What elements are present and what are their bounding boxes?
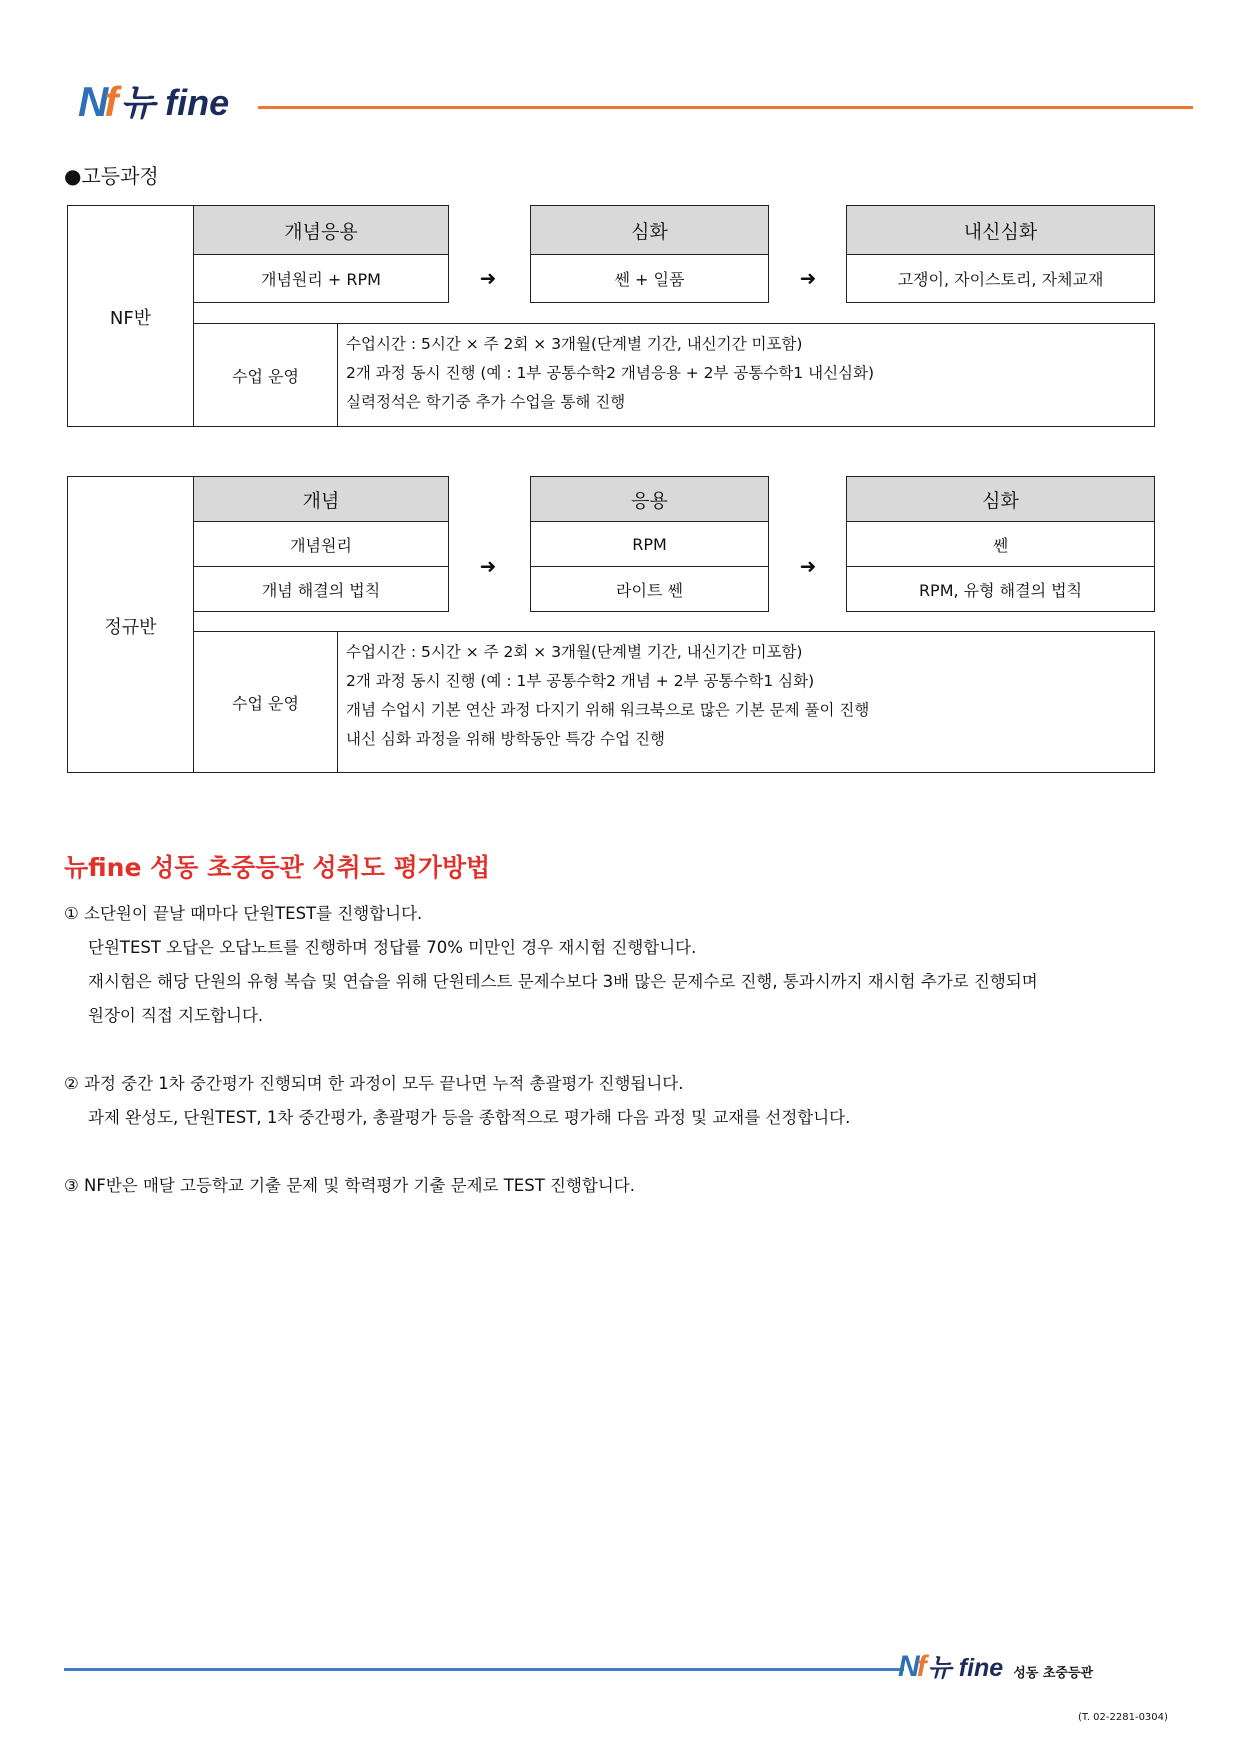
evaluation-item-1-line-4: 원장이 직접 지도합니다. [88,1006,264,1025]
nf-step-3-title: 내신심화 [846,205,1155,255]
nf-operation-line: 실력정석은 학기중 추가 수업을 통해 진행 [346,393,626,411]
header-logo [78,74,229,126]
regular-operation-details [337,631,1155,773]
nf-operation-details [337,323,1155,427]
nf-step-2-row-1: 쎈 + 일품 [530,254,769,303]
regular-operation-line: 내신 심화 과정을 위해 방학동안 특강 수업 진행 [346,730,665,748]
nf-operation-label: 수업 운영 [193,323,338,427]
regular-operation-label: 수업 운영 [193,631,338,773]
evaluation-item-1-line-2: 단원TEST 오답은 오답노트를 진행하며 정답률 70% 미만인 경우 재시험 진행합니다. [88,938,697,957]
evaluation-title: 뉴fine 성동 초중등관 성취도 평가방법 [64,853,491,882]
footer-branch: 성동 초중등관 [1013,1666,1094,1681]
evaluation-item-1-line-3: 재시험은 해당 단원의 유형 복습 및 연습을 위해 단원테스트 문제수보다 3배 많은 문제수로 진행, 통과시까지 재시험 추가로 진행되며 [88,972,1038,991]
arrow-icon: ➜ [479,266,497,290]
regular-operation-line: 개념 수업시 기본 연산 과정 다지기 위해 워크북으로 많은 기본 문제 풀이 진행 [346,701,870,719]
regular-operation-line: 수업시간 : 5시간 × 주 2회 × 3개월(단계별 기간, 내신기간 미포함) [346,643,803,661]
regular-step-1-title: 개념 [193,476,449,522]
nf-operation-line: 수업시간 : 5시간 × 주 2회 × 3개월(단계별 기간, 내신기간 미포함) [346,335,803,353]
footer-logo-nf-mark: Nf [898,1650,924,1683]
regular-step-2-row-2: 라이트 쎈 [530,566,769,612]
regular-step-1-row-2: 개념 해결의 법칙 [193,566,449,612]
regular-class-label: 정규반 [104,617,157,638]
arrow-icon: ➜ [479,554,497,578]
footer-phone: (T. 02-2281-0304) [1078,1712,1168,1723]
section-title: ●고등과정 [64,164,159,188]
arrow-icon: ➜ [799,554,817,578]
logo-text: 뉴 fine [120,82,230,123]
footer-logo-text: 뉴 fine [927,1654,1004,1682]
footer-logo [898,1648,1093,1684]
logo-nf-mark: Nf [78,78,115,125]
regular-step-1-row-1: 개념원리 [193,521,449,567]
regular-step-3-row-1: 쎈 [846,521,1155,567]
regular-class-label-cell [67,476,194,773]
regular-step-3-row-2: RPM, 유형 해결의 법칙 [846,566,1155,612]
nf-step-1-title: 개념응용 [193,205,449,255]
nf-class-label-cell [67,205,194,427]
nf-operation-line: 2개 과정 동시 진행 (예 : 1부 공통수학2 개념응용 + 2부 공통수학1 내신심화) [346,364,875,382]
nf-step-1-row-1: 개념원리 + RPM [193,254,449,303]
nf-step-2-title: 심화 [530,205,769,255]
regular-operation-line: 2개 과정 동시 진행 (예 : 1부 공통수학2 개념 + 2부 공통수학1 심화) [346,672,815,690]
header-rule [258,106,1193,109]
evaluation-item-2-line-2: 과제 완성도, 단원TEST, 1차 중간평가, 총괄평가 등을 종합적으로 평가해 다음 과정 및 교재를 선정합니다. [88,1108,851,1127]
regular-step-2-row-1: RPM [530,521,769,567]
footer-rule [64,1668,904,1671]
evaluation-item-1-line-1: ① 소단원이 끝날 때마다 단원TEST를 진행합니다. [64,904,423,923]
evaluation-item-2-line-1: ② 과정 중간 1차 중간평가 진행되며 한 과정이 모두 끝나면 누적 총괄평가 진행됩니다. [64,1074,684,1093]
evaluation-item-3-line-1: ③ NF반은 매달 고등학교 기출 문제 및 학력평가 기출 문제로 TEST 진행합니다. [64,1176,635,1195]
regular-step-3-title: 심화 [846,476,1155,522]
nf-class-label: NF반 [109,308,152,329]
regular-step-2-title: 응용 [530,476,769,522]
arrow-icon: ➜ [799,266,817,290]
nf-step-3-row-1: 고쟁이, 자이스토리, 자체교재 [846,254,1155,303]
